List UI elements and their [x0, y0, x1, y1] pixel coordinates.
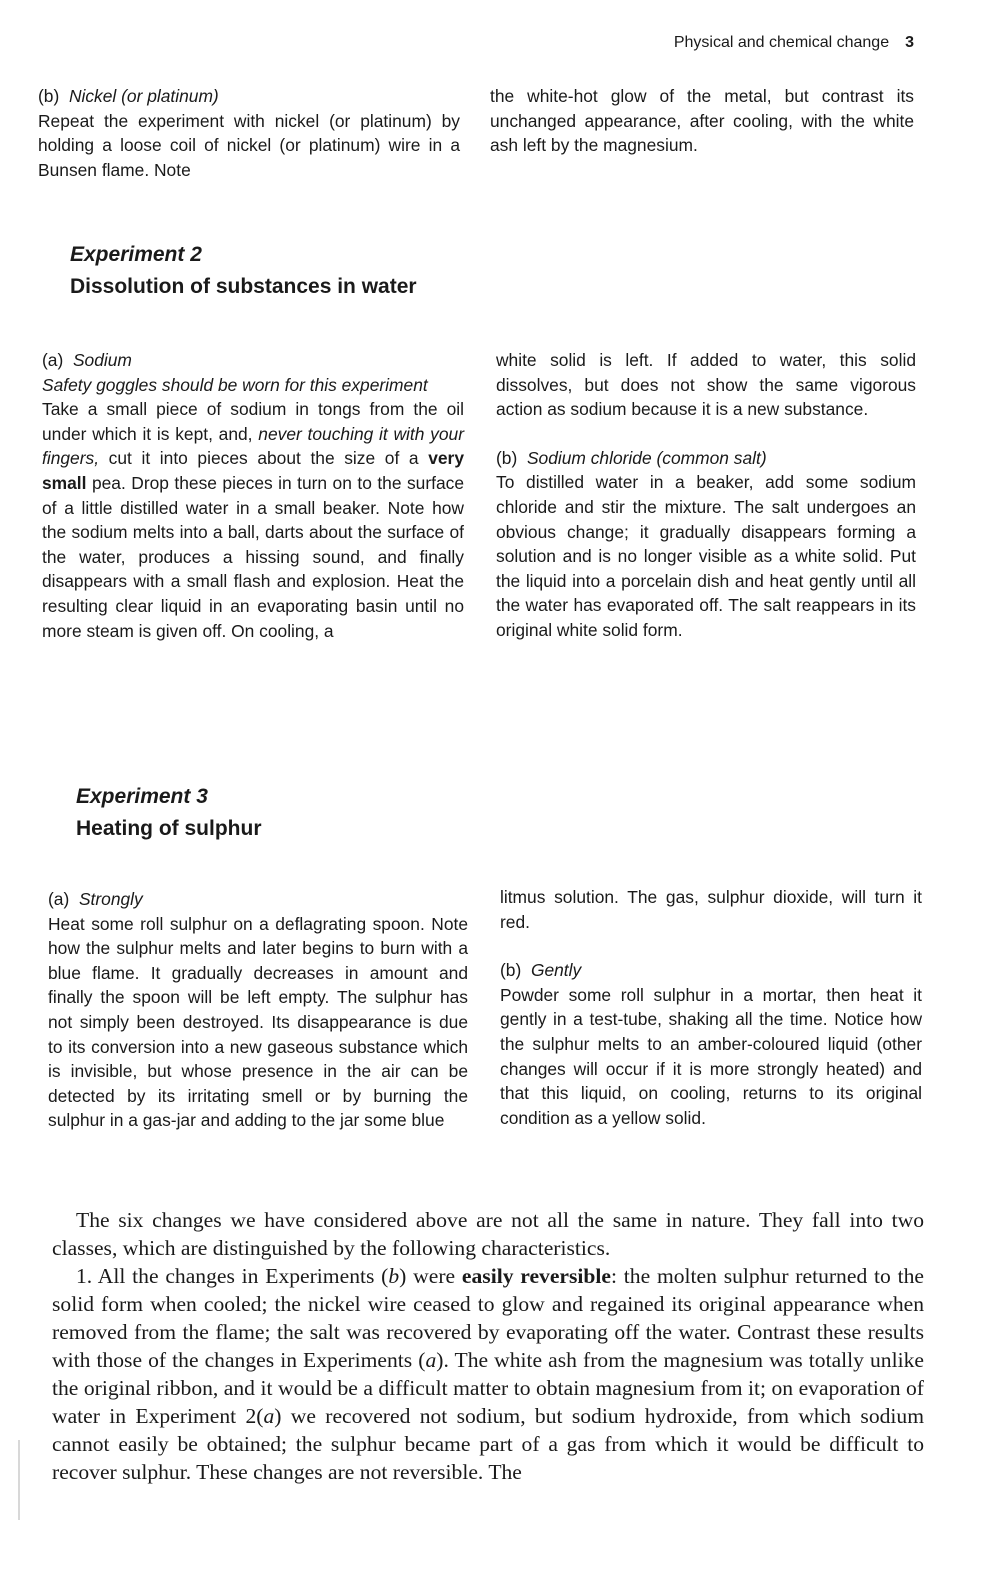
experiment3-heading — [76, 785, 262, 841]
discussion-paragraph-1: The six changes we have considered above are not all the same in nature. They fall into two classes, which are distinguished by the following characteristics. — [52, 1208, 924, 1260]
exp3a-text: Heat some roll sulphur on a deflagrating spoon. Note how the sulphur melts and later begins to burn with a blue flame. It gradually decreases in amount and finally the spoon will be left empty. The sulphur has not simply been destroyed. Its disappearance is due to its conversion into a new gaseous substance which is invisible, but whose presence in the air can be detected by its irritating smell or by burning the sulphur in a gas-jar and adding to the jar some blue — [48, 913, 468, 1131]
page-number: 3 — [905, 34, 914, 51]
exp3-right-column — [500, 885, 922, 1130]
exp1b-right-column — [490, 84, 914, 158]
scan-margin-mark — [18, 1440, 20, 1520]
experiment3-number: Experiment 3 — [76, 785, 208, 808]
discussion-text — [52, 1206, 924, 1486]
exp3-left-column — [48, 887, 468, 1133]
exp3a-text-continued: litmus solution. The gas, sulphur dioxide, will turn it red. — [500, 887, 922, 932]
running-head-title: Physical and chemical change — [673, 34, 890, 51]
exp2b-text: To distilled water in a beaker, add some sodium chloride and stir the mixture. The salt undergoes an obvious change; it gradually disappears forming a solution and is no longer visible as a white solid. Put the liquid into a porcelain dish and heat gently until all the water has evaporated off. The salt reappears in its original white solid form. — [496, 472, 916, 640]
exp2-left-column — [42, 348, 464, 643]
experiment3-title: Heating of sulphur — [76, 817, 262, 840]
exp1b-text-continued: the white-hot glow of the metal, but contrast its unchanged appearance, after cooling, with the white ash left by the magnesium. — [490, 86, 914, 156]
exp3a-subheading: (a) Strongly — [48, 889, 143, 909]
exp2a-safety-note: Safety goggles should be worn for this experiment — [42, 374, 428, 395]
exp1b-subheading: (b) Nickel (or platinum) — [38, 86, 219, 106]
exp2b-subheading: (b) Sodium chloride (common salt) — [496, 447, 767, 468]
exp1b-text: Repeat the experiment with nickel (or platinum) by holding a loose coil of nickel (or platinum) wire in a Bunsen flame. Note — [38, 110, 460, 180]
exp3b-subheading: (b) Gently — [500, 960, 582, 981]
running-head — [674, 34, 914, 52]
experiment2-number: Experiment 2 — [70, 243, 202, 266]
exp3b-text: Powder some roll sulphur in a mortar, then heat it gently in a test-tube, shaking all the time. Notice how the sulphur melts to an amber-coloured liquid (other changes will occur if it is more strongly heated) and that this liquid, on cooling, returns to its original condition as a yellow solid. — [500, 984, 922, 1128]
exp2a-subheading: (a) Sodium — [42, 350, 132, 370]
exp2a-text: Take a small piece of sodium in tongs from the oil under which it is kept, and, never touching it with your fingers, cut it into pieces about the size of a very small pea. Drop these pieces in turn on to the surface of a little distilled water in a small beaker. Note how the sodium melts into a ball, darts about the surface of the water, produces a hissing sound, and finally disappears with a small flash and explosion. Heat the resulting clear liquid in an evaporating basin until no more steam is given off. On cooling, a — [42, 399, 464, 641]
discussion-paragraph-2: 1. All the changes in Experiments (b) were easily reversible: the molten sulphur returned to the solid form when cooled; the nickel wire ceased to glow and regained its original appearance when removed from the flame; the salt was recovered by evaporating off the water. Contrast these results with those of the changes in Experiments (a). The white ash from the magnesium was totally unlike the original ribbon, and it would be a difficult matter to obtain magnesium from it; on evaporation of water in Experiment 2(a) we recovered not sodium, but sodium hydroxide, from which sodium cannot easily be obtained; the sulphur became part of a gas from which it would be difficult to recover sulphur. These changes are not reversible. The — [52, 1264, 924, 1484]
experiment2-title: Dissolution of substances in water — [70, 275, 417, 298]
experiment2-heading — [70, 243, 417, 299]
exp1b-left-column — [38, 84, 460, 182]
exp2a-text-continued: white solid is left. If added to water, this solid dissolves, but does not show the same vigorous action as sodium because it is a new substance. — [496, 350, 916, 420]
exp2-right-column — [496, 348, 916, 643]
